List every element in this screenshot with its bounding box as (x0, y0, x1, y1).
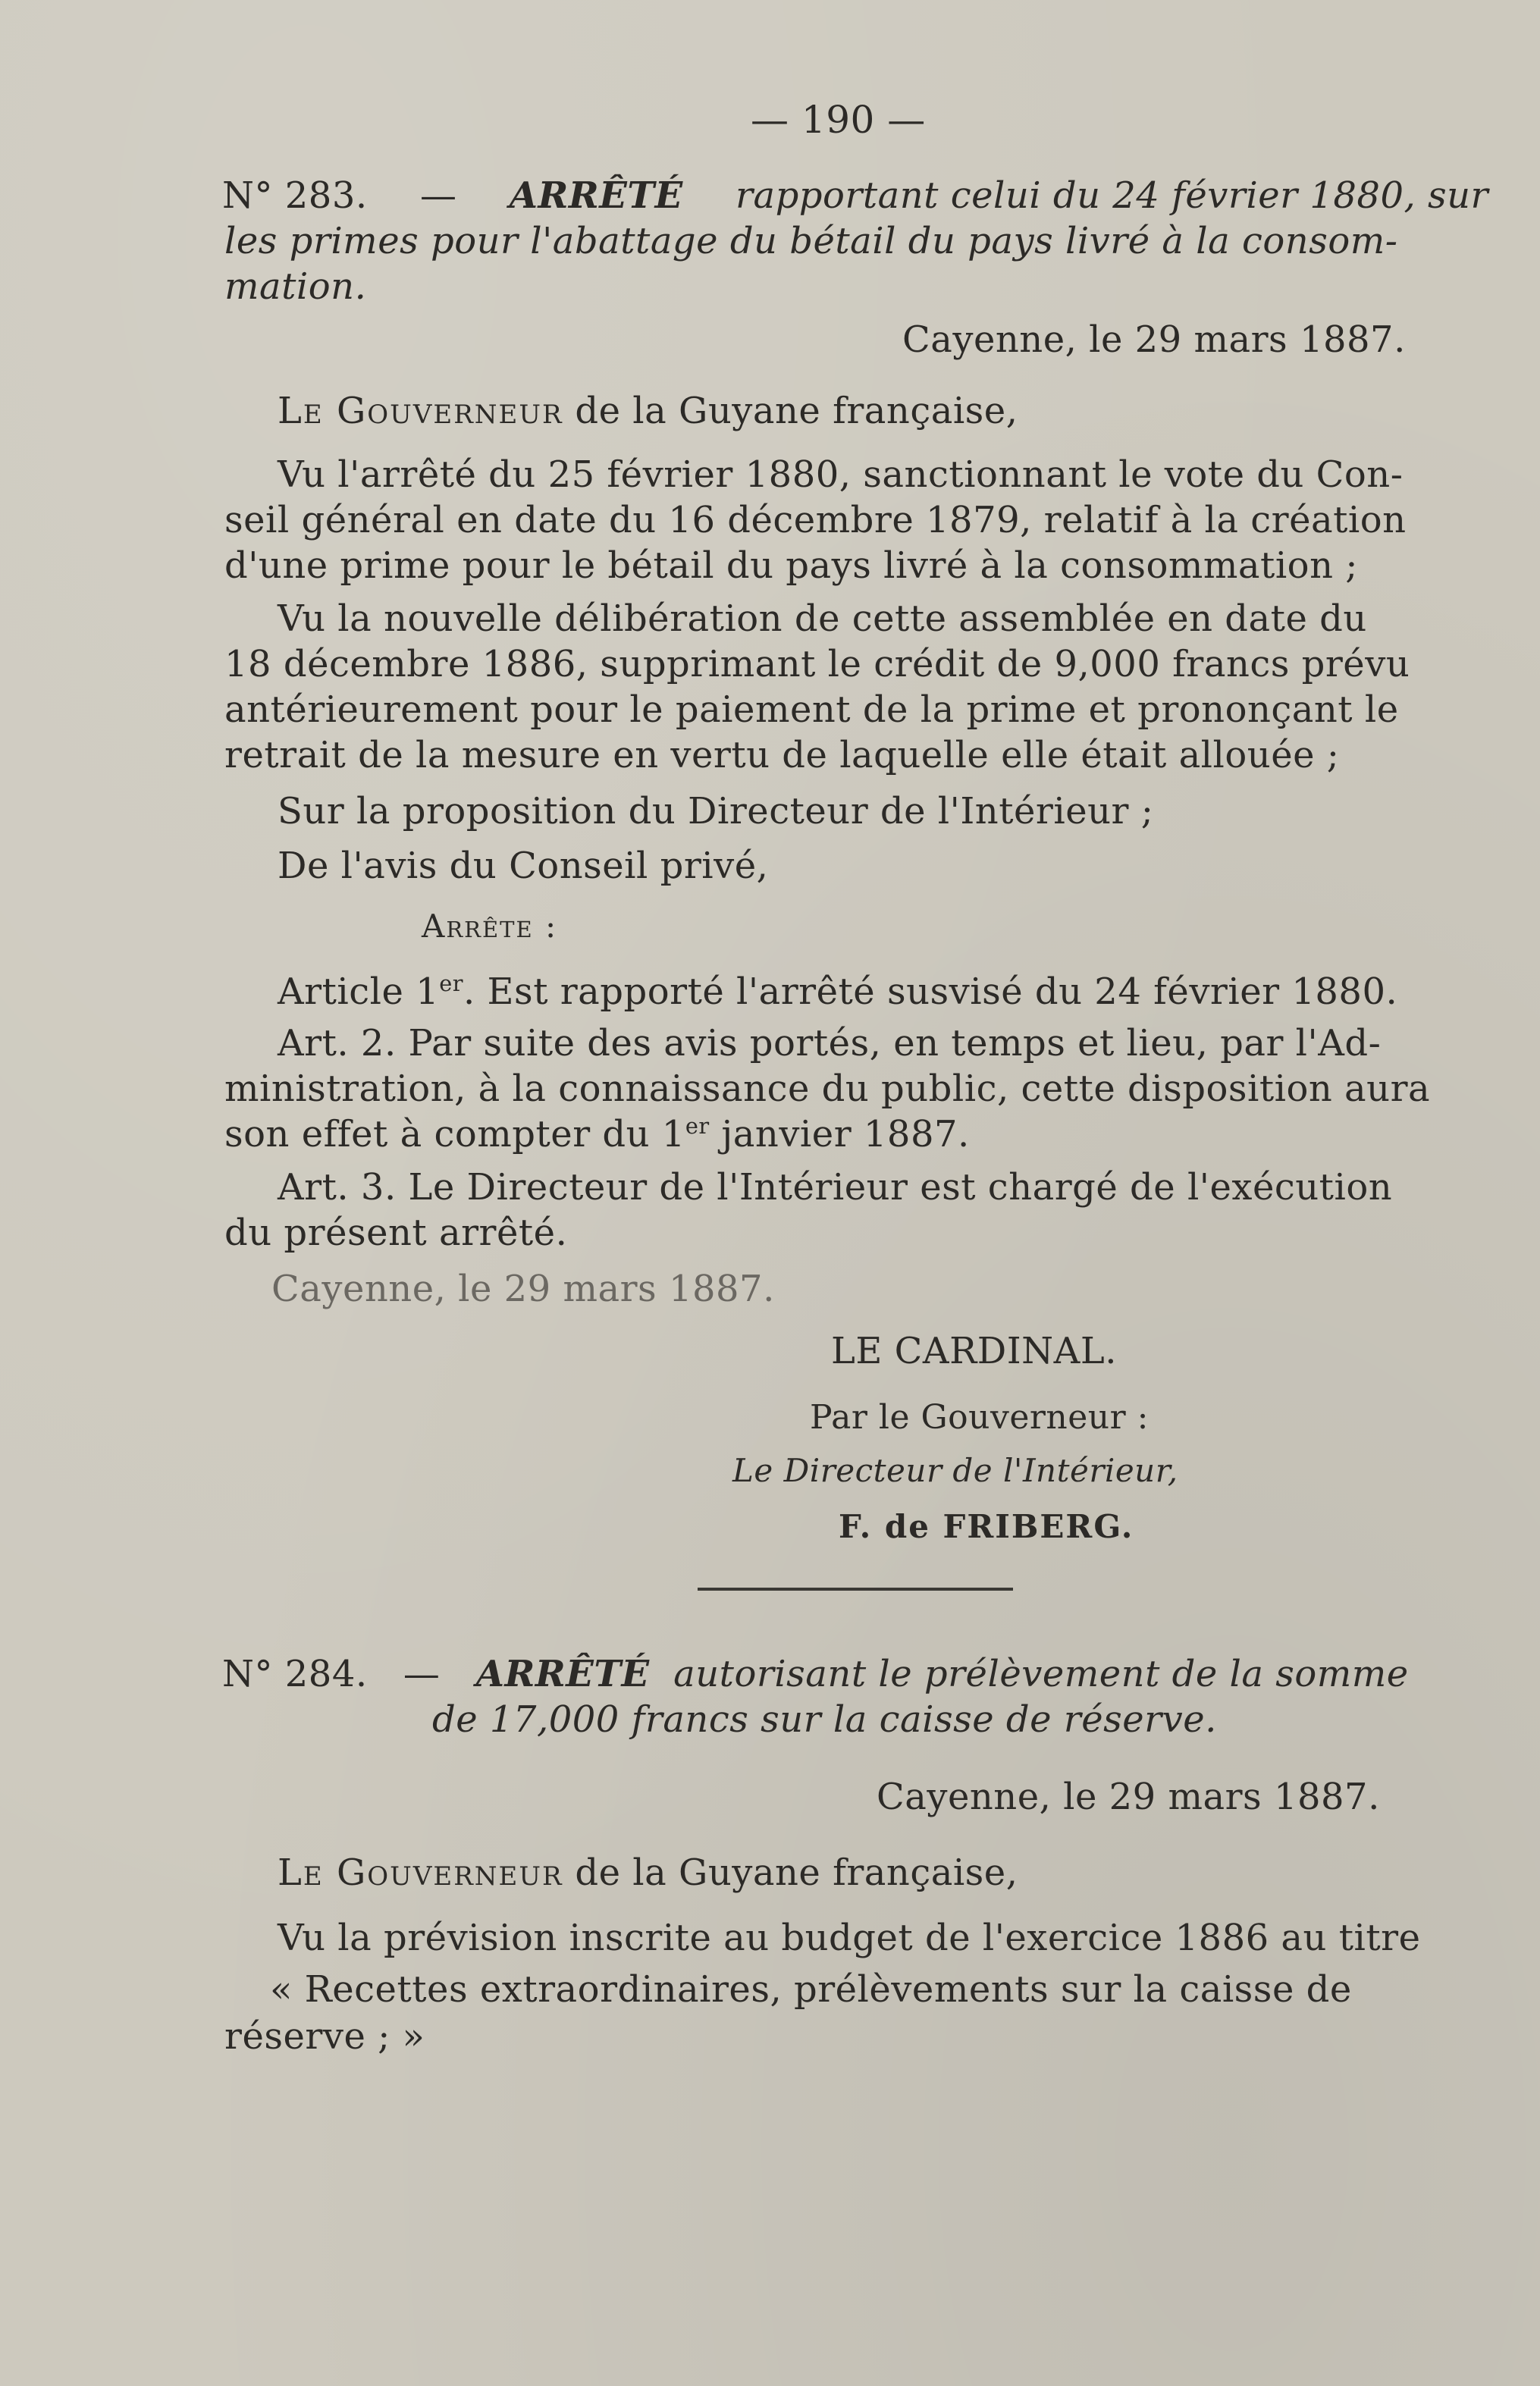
governor-intro-rest: de la Guyane française, (575, 390, 1018, 432)
arrete-283-dateline: Cayenne, le 29 mars 1887. (902, 318, 1406, 361)
article-2-line-3-sup: er (685, 1113, 710, 1139)
signature-par: Par le Gouverneur : (810, 1398, 1149, 1437)
considerant-line: antérieurement pour le paiement de la prime et prononçant le (224, 688, 1399, 731)
arrete-284-title-line-1: autorisant le prélèvement de la somme (673, 1653, 1409, 1695)
article-1 (278, 969, 1397, 1014)
article-1-text: . Est rapporté l'arrêté susvisé du 24 février 1880. (463, 970, 1398, 1013)
considerant-line: Vu la nouvelle délibération de cette assemblée en date du (278, 597, 1367, 640)
considerant-line: 18 décembre 1886, supprimant le crédit de 9,000 francs prévu (224, 643, 1410, 685)
arrete-283-title-line-3: mation. (224, 265, 367, 308)
article-1-prefix: Article 1 (278, 970, 440, 1013)
arrete-284-heading (222, 1651, 1409, 1697)
article-3-line-1: Art. 3. Le Directeur de l'Intérieur est chargé de l'exécution (278, 1166, 1393, 1209)
arrete-284-dateline: Cayenne, le 29 mars 1887. (877, 1776, 1380, 1818)
page-number: — 190 — (751, 98, 926, 142)
arrete-284-title-line-2: de 17,000 francs sur la caisse de réserve. (432, 1698, 1217, 1741)
arrete-284-title-caps: ARRÊTÉ (475, 1653, 650, 1695)
considerant-line: d'une prime pour le bétail du pays livré à la consommation ; (224, 544, 1358, 587)
considerant-line: Vu la prévision inscrite au budget de l'exercice 1886 au titre (278, 1917, 1421, 1959)
signature-director: Le Directeur de l'Intérieur, (732, 1452, 1178, 1489)
article-2-line-1: Art. 2. Par suite des avis portés, en temps et lieu, par l'Ad- (278, 1022, 1382, 1064)
article-1-sup: er (439, 970, 463, 996)
arrete-label: Arrête : (422, 908, 558, 945)
arrete-283-heading (222, 173, 1488, 218)
considerant-line: De l'avis du Conseil privé, (278, 845, 769, 887)
considerant-line: retrait de la mesure en vertu de laquelle elle était allouée ; (224, 734, 1340, 776)
article-2-line-3-pre: son effet à compter du 1 (224, 1113, 685, 1155)
arrete-283-title-caps: ARRÊTÉ (509, 174, 683, 217)
governor-intro-rest: de la Guyane française, (575, 1851, 1018, 1894)
arrete-284-number: N° 284. (222, 1653, 368, 1695)
arrete-284-governor-intro (278, 1850, 1018, 1895)
arrete-283-title-line-1: rapportant celui du 24 février 1880, sur (735, 174, 1488, 217)
arrete-283-governor-intro (278, 388, 1018, 434)
considerant-line: seil général en date du 16 décembre 1879, relatif à la création (224, 499, 1407, 541)
article-2-line-2: ministration, à la connaissance du public, cette disposition aura (224, 1068, 1431, 1110)
closing-dateline: Cayenne, le 29 mars 1887. (271, 1268, 775, 1310)
considerant-line: Vu l'arrêté du 25 février 1880, sanctionnant le vote du Con- (278, 453, 1404, 496)
governor-title: Le Gouverneur (278, 1851, 563, 1894)
article-2-line-3-post: janvier 1887. (709, 1113, 970, 1155)
section-divider (698, 1588, 1013, 1591)
article-3-line-2: du présent arrêté. (224, 1212, 568, 1254)
considerant-line: « Recettes extraordinaires, prélèvements sur la caisse de (270, 1968, 1352, 2011)
arrete-283-number: N° 283. (222, 174, 368, 217)
article-2-line-3 (224, 1111, 970, 1157)
arrete-283-title-line-2: les primes pour l'abattage du bétail du pays livré à la consom- (224, 220, 1398, 262)
arrete-283-dash: — (419, 174, 457, 217)
signature-director-name: F. de FRIBERG. (839, 1508, 1134, 1545)
considerant-line: Sur la proposition du Directeur de l'Intérieur ; (278, 790, 1154, 832)
signature-name: LE CARDINAL. (831, 1330, 1117, 1372)
considerant-line: réserve ; » (224, 2015, 425, 2058)
arrete-284-dash: — (403, 1653, 441, 1695)
governor-title: Le Gouverneur (278, 390, 563, 432)
